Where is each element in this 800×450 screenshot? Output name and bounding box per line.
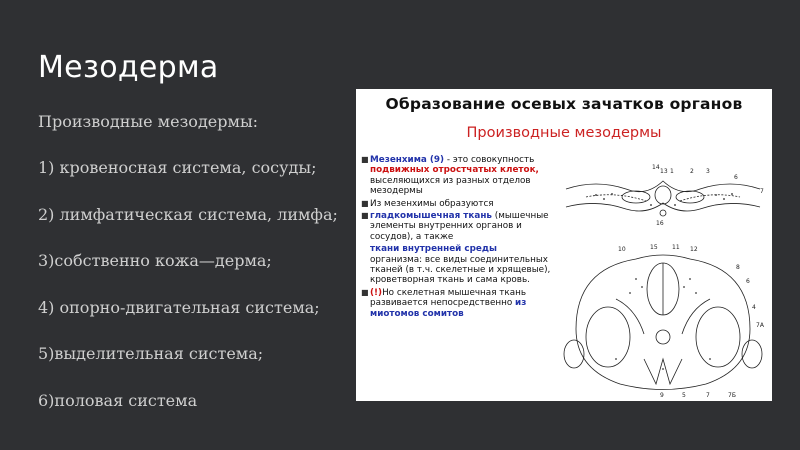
figure-panel [356,89,772,401]
figure-subtitle: Производные мезодермы [466,125,662,141]
note-derived: ■ Из мезенхимы образуются [361,198,494,209]
note-internal-tissues: ткани внутренней среды организма: все виды соединительных тканей (в т.ч. скелетные и хрящевые), кроветворная ткань и сама кровь. [370,244,551,286]
list-item: 4) опорно-двигательная система; [38,297,320,317]
diagram-label: 9 [660,392,664,399]
list-item: 2) лимфатическая система, лимфа; [38,204,338,224]
diagram-label: 7 [760,188,764,195]
embryo-diagram [556,159,770,399]
diagram-label: 5 [682,392,686,399]
diagram-label: 8 [736,264,740,271]
embryo-cross-section-illustration [556,159,770,399]
diagram-label: 6 [746,278,750,285]
diagram-label: 13 [660,168,668,175]
diagram-label: 7А [756,322,764,329]
list-item: 5)выделительная система; [38,344,264,363]
list-item: 3)собственно кожа—дерма; [38,251,272,270]
slide-subtitle: Производные мезодермы: [38,112,259,131]
diagram-label: 14 [652,164,660,171]
diagram-label: 6 [734,174,738,181]
diagram-label: 7Б [728,392,736,399]
diagram-label: 2 [690,168,694,175]
diagram-label: 4 [752,304,756,311]
diagram-label: 7 [706,392,710,399]
diagram-label: 12 [690,246,698,253]
diagram-label: 10 [618,246,626,253]
derivatives-list [38,158,338,437]
diagram-label: 15 [650,244,658,251]
list-item: 1) кровеносная система, сосуды; [38,158,317,177]
slide-title: Мезодерма [38,50,219,85]
note-smooth-muscle: ■ гладкомышечная ткань (мышечные элементы внутренних органов и сосудов), а также [361,211,549,242]
diagram-label: 3 [706,168,710,175]
note-skeletal-muscle: ■ (!)Но скелетная мышечная ткань развивается непосредственно из миотомов сомитов [361,287,527,319]
figure-notes [361,155,551,321]
note-mesenchyme: ■ Мезенхима (9) - это совокупность подвижных отростчатых клеток, выселяющихся из разных отделов мезодермы [361,155,539,197]
figure-title: Образование осевых зачатков органов [385,95,743,113]
diagram-label: 16 [656,220,664,227]
diagram-label: 11 [672,244,680,251]
list-item: 6)половая система [38,390,198,410]
diagram-label: 1 [670,168,674,175]
